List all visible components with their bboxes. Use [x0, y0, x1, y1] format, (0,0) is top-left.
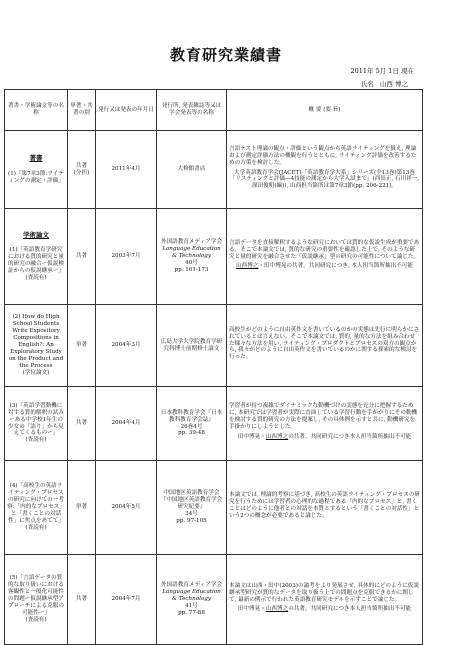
work-name-cell [5, 209, 68, 305]
name-value: 山西 博之 [379, 80, 408, 88]
summary-note: 田中博晃・山西博之の共著。共同研究につき本人担当箇所抽出不可能 [237, 433, 412, 440]
section-heading: 学術論文 [23, 230, 49, 239]
header-summary: 概 要 (要 旨) [227, 90, 423, 131]
work-title: (1)「英語教育学研究における質的研究と量的研究の融合ー仮説検証からの仮説継承ー」 (査読有) [8, 247, 64, 282]
work-title: (2) How do High School Students Write Expository Compositions in English?: An Exploratory Study on the Product and the Process (学位論文) [8, 314, 64, 376]
header-publisher: 発行所, 発表雑誌等又は学会発表等の名称 [157, 90, 227, 131]
achievements-table [4, 89, 423, 645]
section-heading: 著書 [29, 154, 43, 163]
summary-cell [227, 131, 423, 209]
summary-note: 大学英語教育学会(JACET)「英語教育学大系」シリーズ(全13巻)第13巻「リスティングと評価―4技能の測定から大学入試まで」(西田正, 石川祥一, 深田俊明(編)), 山西担当箇所は第7章3節(pp. 206-221)。 [229, 169, 420, 190]
date-cell: 2004年7月 [96, 555, 157, 645]
work-title: (3)「英語学習動機に対する質的解釈の試みーある中学校1年生の少女の「語り」から見えてくるものー」 (査読有) [8, 402, 64, 444]
date-cell: 2011年4月 [96, 131, 157, 209]
date-cell: 2004年5月 [96, 461, 157, 555]
authorship-cell: 共著 [68, 387, 96, 461]
table-row [5, 555, 423, 645]
authorship-cell: 共著 (分担) [68, 131, 96, 209]
publisher-cell: 外国語教育メディア学会 Language Education & Technology 40号 pp. 161-173 [157, 209, 227, 305]
name-label: 氏名 [360, 80, 374, 88]
work-name-cell [5, 555, 68, 645]
date-line: 2011年 5月 1日 現在 [350, 67, 414, 75]
header-type: 単著・共著の別 [68, 90, 96, 131]
work-name-cell [5, 305, 68, 387]
work-title: (4)「高校生の英語ライティング・プロセスの研究に向けての一考察:「内的なプロセス」と「書くことの対話性」に焦点をあてて」 (査読有) [7, 483, 65, 531]
work-title: (5)「言語データの質的な取り扱いにおける客観性と一般化可能性の問題ー仮説継承型アプローチによる克服の可能性ー」 (査読有) [8, 575, 64, 623]
table-row [5, 305, 423, 387]
summary-text: 学習者が持つ複雑でダイナミックな動機づけの実態を充分に把握するために, 本研究では学習者が実際に直面している学習行動を手がかりにその動機を検討する質的研究の方法を提案し, その具体例を示すと共に, 動機研究を手掛かりにしようとした。 [229, 403, 418, 430]
header-date: 発行又は発表の年月日 [96, 90, 157, 131]
publisher-cell: 広島大学大学院教育学研究科博士前期修士論文 [157, 305, 227, 387]
summary-cell [227, 209, 423, 305]
table-row [5, 209, 423, 305]
header-name: 著書・学術論文等の名称 [5, 90, 68, 131]
work-name-cell [5, 461, 68, 555]
summary-note: 山西博之・田中博晃の共著。共同研究につき, 本人担当箇所抽出不可能 [236, 263, 413, 270]
publisher-cell: 外国語教育メディア学会 Language Education & Technology 41号 pp. 77-88 [157, 555, 227, 645]
table-row [5, 131, 423, 209]
summary-cell [227, 387, 423, 461]
summary-text: 高校生がどのように自由英作文を書いているのかの実態は先行に明らかにされているとは言えない。そこで本論文では, 質的, 量的な方法を組み合わせた様々な方法を用い, ライティング・プロダクトとプロセスの双方の観点から, 我々がどのように自由英作文を書いているのかに関する探索的な検討を行った。 [229, 326, 420, 361]
date-cell: 2004年3月 [96, 305, 157, 387]
summary-cell [227, 305, 423, 387]
work-name-cell [5, 387, 68, 461]
table-row [5, 461, 423, 555]
publisher-cell: 中国地区英語教育学会『中国地区英語教育学会研究紀要』 34号 pp. 97-105 [157, 461, 227, 555]
summary-cell [227, 461, 423, 555]
work-name-cell [5, 131, 68, 209]
table-header-row [5, 90, 423, 131]
summary-note: 田中博晃・山西博之の共著。共同研究につき本人担当箇所抽出不可能 [237, 606, 412, 613]
summary-text: 言語テスト理論の観点・評価という観点から英語ライティングを扱え, 理論および測定評価方法の概観を行うとともに, ライティング評価を改善するための方策を検討した。 [229, 145, 417, 166]
publisher-cell: 日本教科教育学会『日本教科教育学会誌』 26巻4号 pp. 39-48 [157, 387, 227, 461]
date-cell: 2004年4月 [96, 387, 157, 461]
date-cell: 2003年7月 [96, 209, 157, 305]
authorship-cell: 単著 [68, 461, 96, 555]
table-row [5, 387, 423, 461]
document-title: 教育研究業績書 [169, 46, 282, 64]
publisher-cell: 大修館書店 [157, 131, 227, 209]
work-title: (1)「第7章3節:ライティングの測定・評価」 [8, 170, 64, 184]
authorship-cell: 単著 [68, 305, 96, 387]
name-line [355, 79, 408, 88]
summary-cell [227, 555, 423, 645]
authorship-cell: 共著 [68, 209, 96, 305]
summary-text: 言語データを直接解釈するような研究においては質的な仮説生成が重要である。そこで本論文では, 質的な研究の重要性を確認した上で, そのような研究と量的研究を融合させた「仮説継承」型の研究の可能性について論じた。 [229, 239, 420, 260]
authorship-cell: 共著 [68, 555, 96, 645]
summary-text: 本論文は山西・田中(2003)の論考をより発展させ, 具体的にどのように仮説継承型研究が質的なデータを取り扱う上での問題点を克服できるかに関して, 最新の例示で行われた英語教育研究モデルを示すことで論じた。 [229, 582, 419, 603]
summary-text: 本論文では, 理論的考察に基づき, 高校生の英語ライティング・プロセスの研究を行うためには学習者の心理的な過程である「内的なプロセス」と, 書くことはどのように他者との対話を本質とするという「書くことの対話性」という2つの概念が必要であると論じた。 [229, 492, 420, 519]
